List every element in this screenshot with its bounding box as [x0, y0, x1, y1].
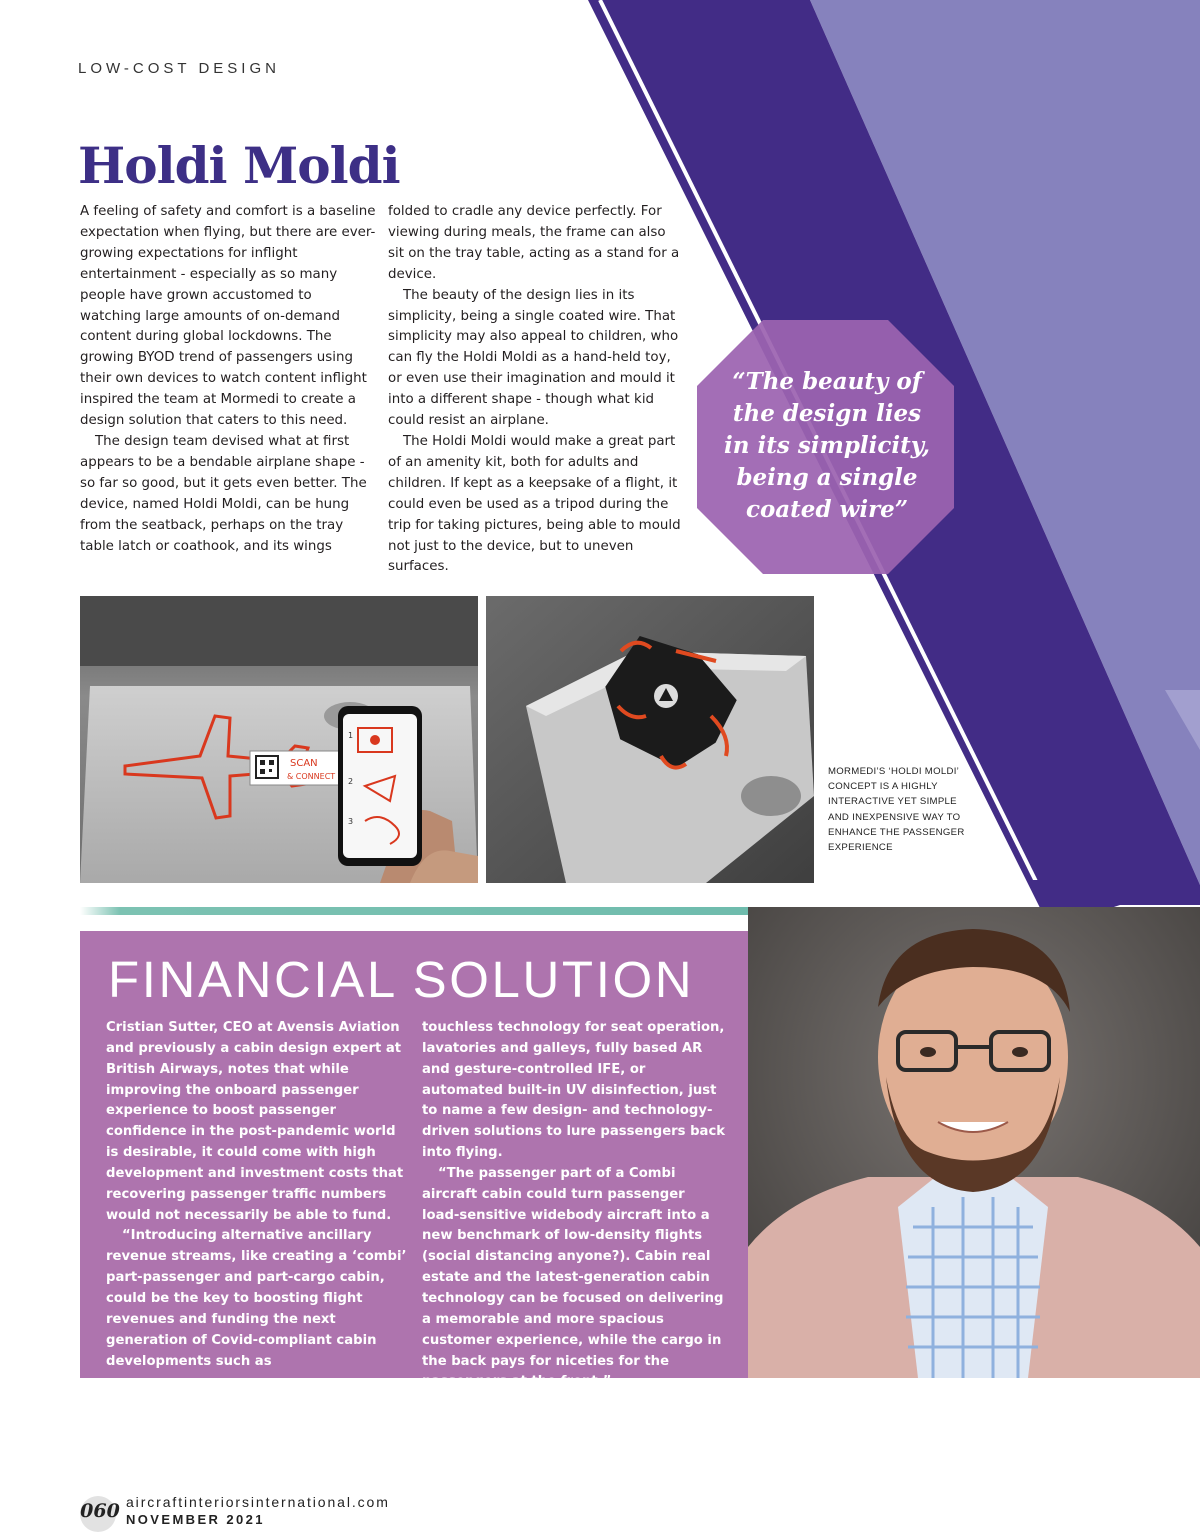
pull-quote: “The beauty of the design lies in its simplicity, being a single coated wire” — [724, 368, 930, 523]
article-paragraph: The beauty of the design lies in its simplicity, being a single coated wire. That simplicity may also appeal to children, who can fly the Holdi Moldi as a hand-held toy, or even use their imagination and mould it into a different shape - though what kid could resist an airplane. — [388, 287, 679, 429]
financial-column-2 — [422, 1018, 726, 1393]
page-number: 060 — [80, 1500, 120, 1522]
section-tag: LOW-COST DESIGN — [78, 60, 280, 77]
step-number: 2 — [348, 777, 354, 786]
step-number: 1 — [348, 731, 354, 740]
article-column-2 — [388, 202, 684, 578]
financial-paragraph: “Introducing alternative ancillary revenue streams, like creating a ‘combi’ part-passenger and part-cargo cabin, could be the key to boosting flight revenues and funding the next generation of Covid-compliant cabin developments such as — [106, 1228, 407, 1369]
article-paragraph: folded to cradle any device perfectly. For viewing during meals, the frame can also sit on the tray table, acting as a stand for a device. — [388, 204, 680, 282]
device-photo-illustration — [486, 596, 814, 883]
article-paragraph: A feeling of safety and comfort is a baseline expectation when flying, but there are ever-growing expectations for inflight entertainment - especially as so many people have grown accustomed to watching large amounts of on-demand content during global lockdowns. The growing BYOD trend of passengers using their own devices to watch content inflight inspired the team at Mormedi to create a design solution that caters to this need. — [80, 204, 376, 429]
financial-paragraph: “The passenger part of a Combi aircraft cabin could turn passenger load-sensitive widebody aircraft into a new benchmark of low-density flights (social distancing anyone?). Cabin real estate and the latest-generation cabin technology can be focused on delivering a memorable and more spacious customer experience, while the cargo in the back pays for niceties for the passengers at the front.” — [422, 1165, 724, 1390]
financial-title: FINANCIAL SOLUTION — [108, 951, 695, 1008]
holdi-moldi-tray-photo — [80, 596, 478, 883]
teal-divider — [80, 907, 748, 915]
website-url: aircraftinteriorsinternational.com — [126, 1494, 390, 1510]
article-column-1 — [80, 202, 376, 557]
issue-date: NOVEMBER 2021 — [126, 1512, 265, 1527]
tray-photo-illustration — [80, 596, 478, 883]
article-paragraph: The Holdi Moldi would make a great part of an amenity kit, both for adults and children. If kept as a keepsake of a flight, it could even be used as a tripod during the trip for taking pictures, being able to mould not just to the device, but to uneven surfaces. — [388, 433, 681, 575]
connect-label: & CONNECT — [287, 772, 336, 781]
holdi-moldi-device-photo — [486, 596, 814, 883]
photo-caption: MORMEDI’S ‘HOLDI MOLDI’ CONCEPT IS A HIGHLY INTERACTIVE YET SIMPLE AND INEXPENSIVE WAY TO ENHANCE THE PASSENGER EXPERIENCE — [828, 766, 965, 854]
step-number: 3 — [348, 817, 354, 826]
article-title: Holdi Moldi — [78, 136, 400, 195]
financial-paragraph: touchless technology for seat operation, lavatories and galleys, fully based AR and gesture-controlled IFE, or automated built-in UV disinfection, just to name a few design- and technology-driven solutions to lure passengers back into flying. — [422, 1020, 726, 1161]
cristian-sutter-portrait — [748, 907, 1200, 1378]
article-paragraph: The design team devised what at first appears to be a bendable airplane shape - so far so good, but it gets even better. The device, named Holdi Moldi, can be hung from the seatback, perhaps on the tray table latch or coathook, and its wings — [80, 433, 367, 554]
financial-column-1 — [106, 1018, 410, 1372]
financial-paragraph: Cristian Sutter, CEO at Avensis Aviation and previously a cabin design expert at British Airways, notes that while improving the onboard passenger experience to boost passenger confidence in the post-pandemic world is desirable, it could come with high development and investment costs that recovering passenger traffic numbers would not necessarily be able to fund. — [106, 1020, 404, 1223]
scan-label: SCAN — [290, 758, 318, 769]
portrait-illustration — [748, 907, 1200, 1378]
